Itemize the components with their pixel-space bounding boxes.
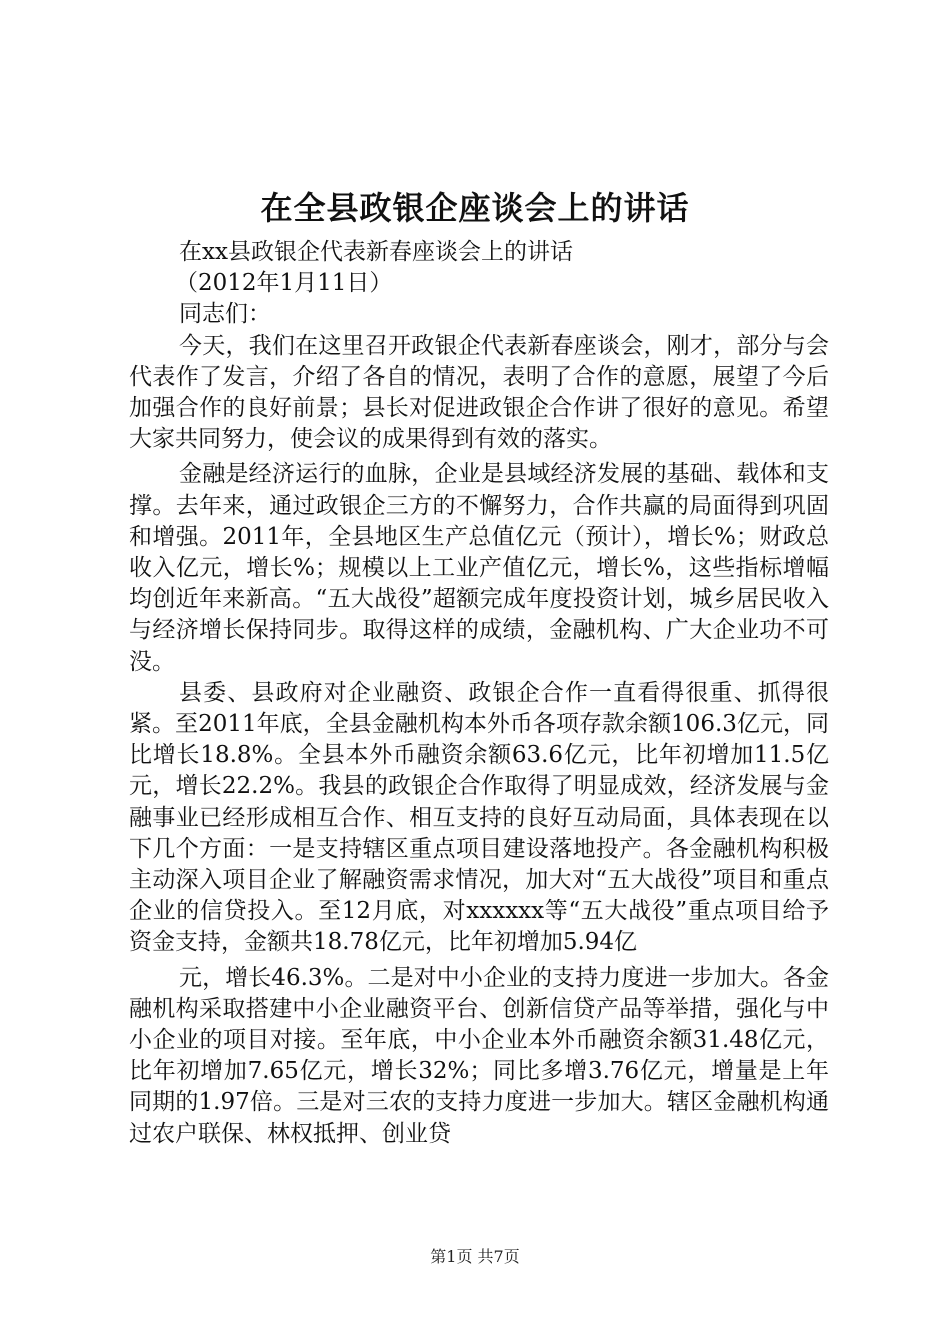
speech-subtitle: 在xx县政银企代表新春座谈会上的讲话	[179, 239, 573, 265]
body-paragraph: 金融是经济运行的血脉，企业是县域经济发展的基础、载体和支撑。去年来，通过政银企三方的不懈努力，合作共赢的局面得到巩固和增强。2011年，全县地区生产总值亿元（预计），增长%；财政总收入亿元，增长%；规模以上工业产值亿元，增长%，这些指标增幅均创近年来新高。“五大战役”超额完成年度投资计划，城乡居民收入与经济增长保持同步。取得这样的成绩，金融机构、广大企业功不可没。	[129, 461, 829, 675]
document-title: 在全县政银企座谈会上的讲话	[260, 189, 690, 227]
body-paragraph: 今天，我们在这里召开政银企代表新春座谈会，刚才，部分与会代表作了发言，介绍了各自的情况，表明了合作的意愿，展望了今后加强合作的良好前景；县长对促进政银企合作讲了很好的意见。希望大家共同努力，使会议的成果得到有效的落实。	[129, 332, 829, 453]
speech-date: （2012年1月11日）	[175, 270, 393, 297]
salutation: 同志们：	[179, 301, 271, 328]
body-paragraph: 元，增长46.3%。二是对中小企业的支持力度进一步加大。各金融机构采取搭建中小企业融资平台、创新信贷产品等举措，强化与中小企业的项目对接。至年底，中小企业本外币融资余额31.48亿元，比年初增加7.65亿元，增长32%；同比多增3.76亿元，增量是上年同期的1.97倍。三是对三农的支持力度进一步加大。辖区金融机构通过农户联保、林权抵押、创业贷	[129, 964, 829, 1147]
page-number: 第1页 共7页	[430, 1247, 520, 1266]
body-paragraph: 县委、县政府对企业融资、政银企合作一直看得很重、抓得很紧。至2011年底，全县金融机构本外币各项存款余额106.3亿元，同比增长18.8%。全县本外币融资余额63.6亿元，比年初增加11.5亿元，增长22.2%。我县的政银企合作取得了明显成效，经济发展与金融事业已经形成相互合作、相互支持的良好互动局面，具体表现在以下几个方面：一是支持辖区重点项目建设落地投产。各金融机构积极主动深入项目企业了解融资需求情况，加大对“五大战役”项目和重点企业的信贷投入。至12月底，对xxxxxx等“五大战役”重点项目给予资金支持，金额共18.78亿元，比年初增加5.94亿	[129, 679, 829, 956]
document-body	[129, 237, 829, 1150]
